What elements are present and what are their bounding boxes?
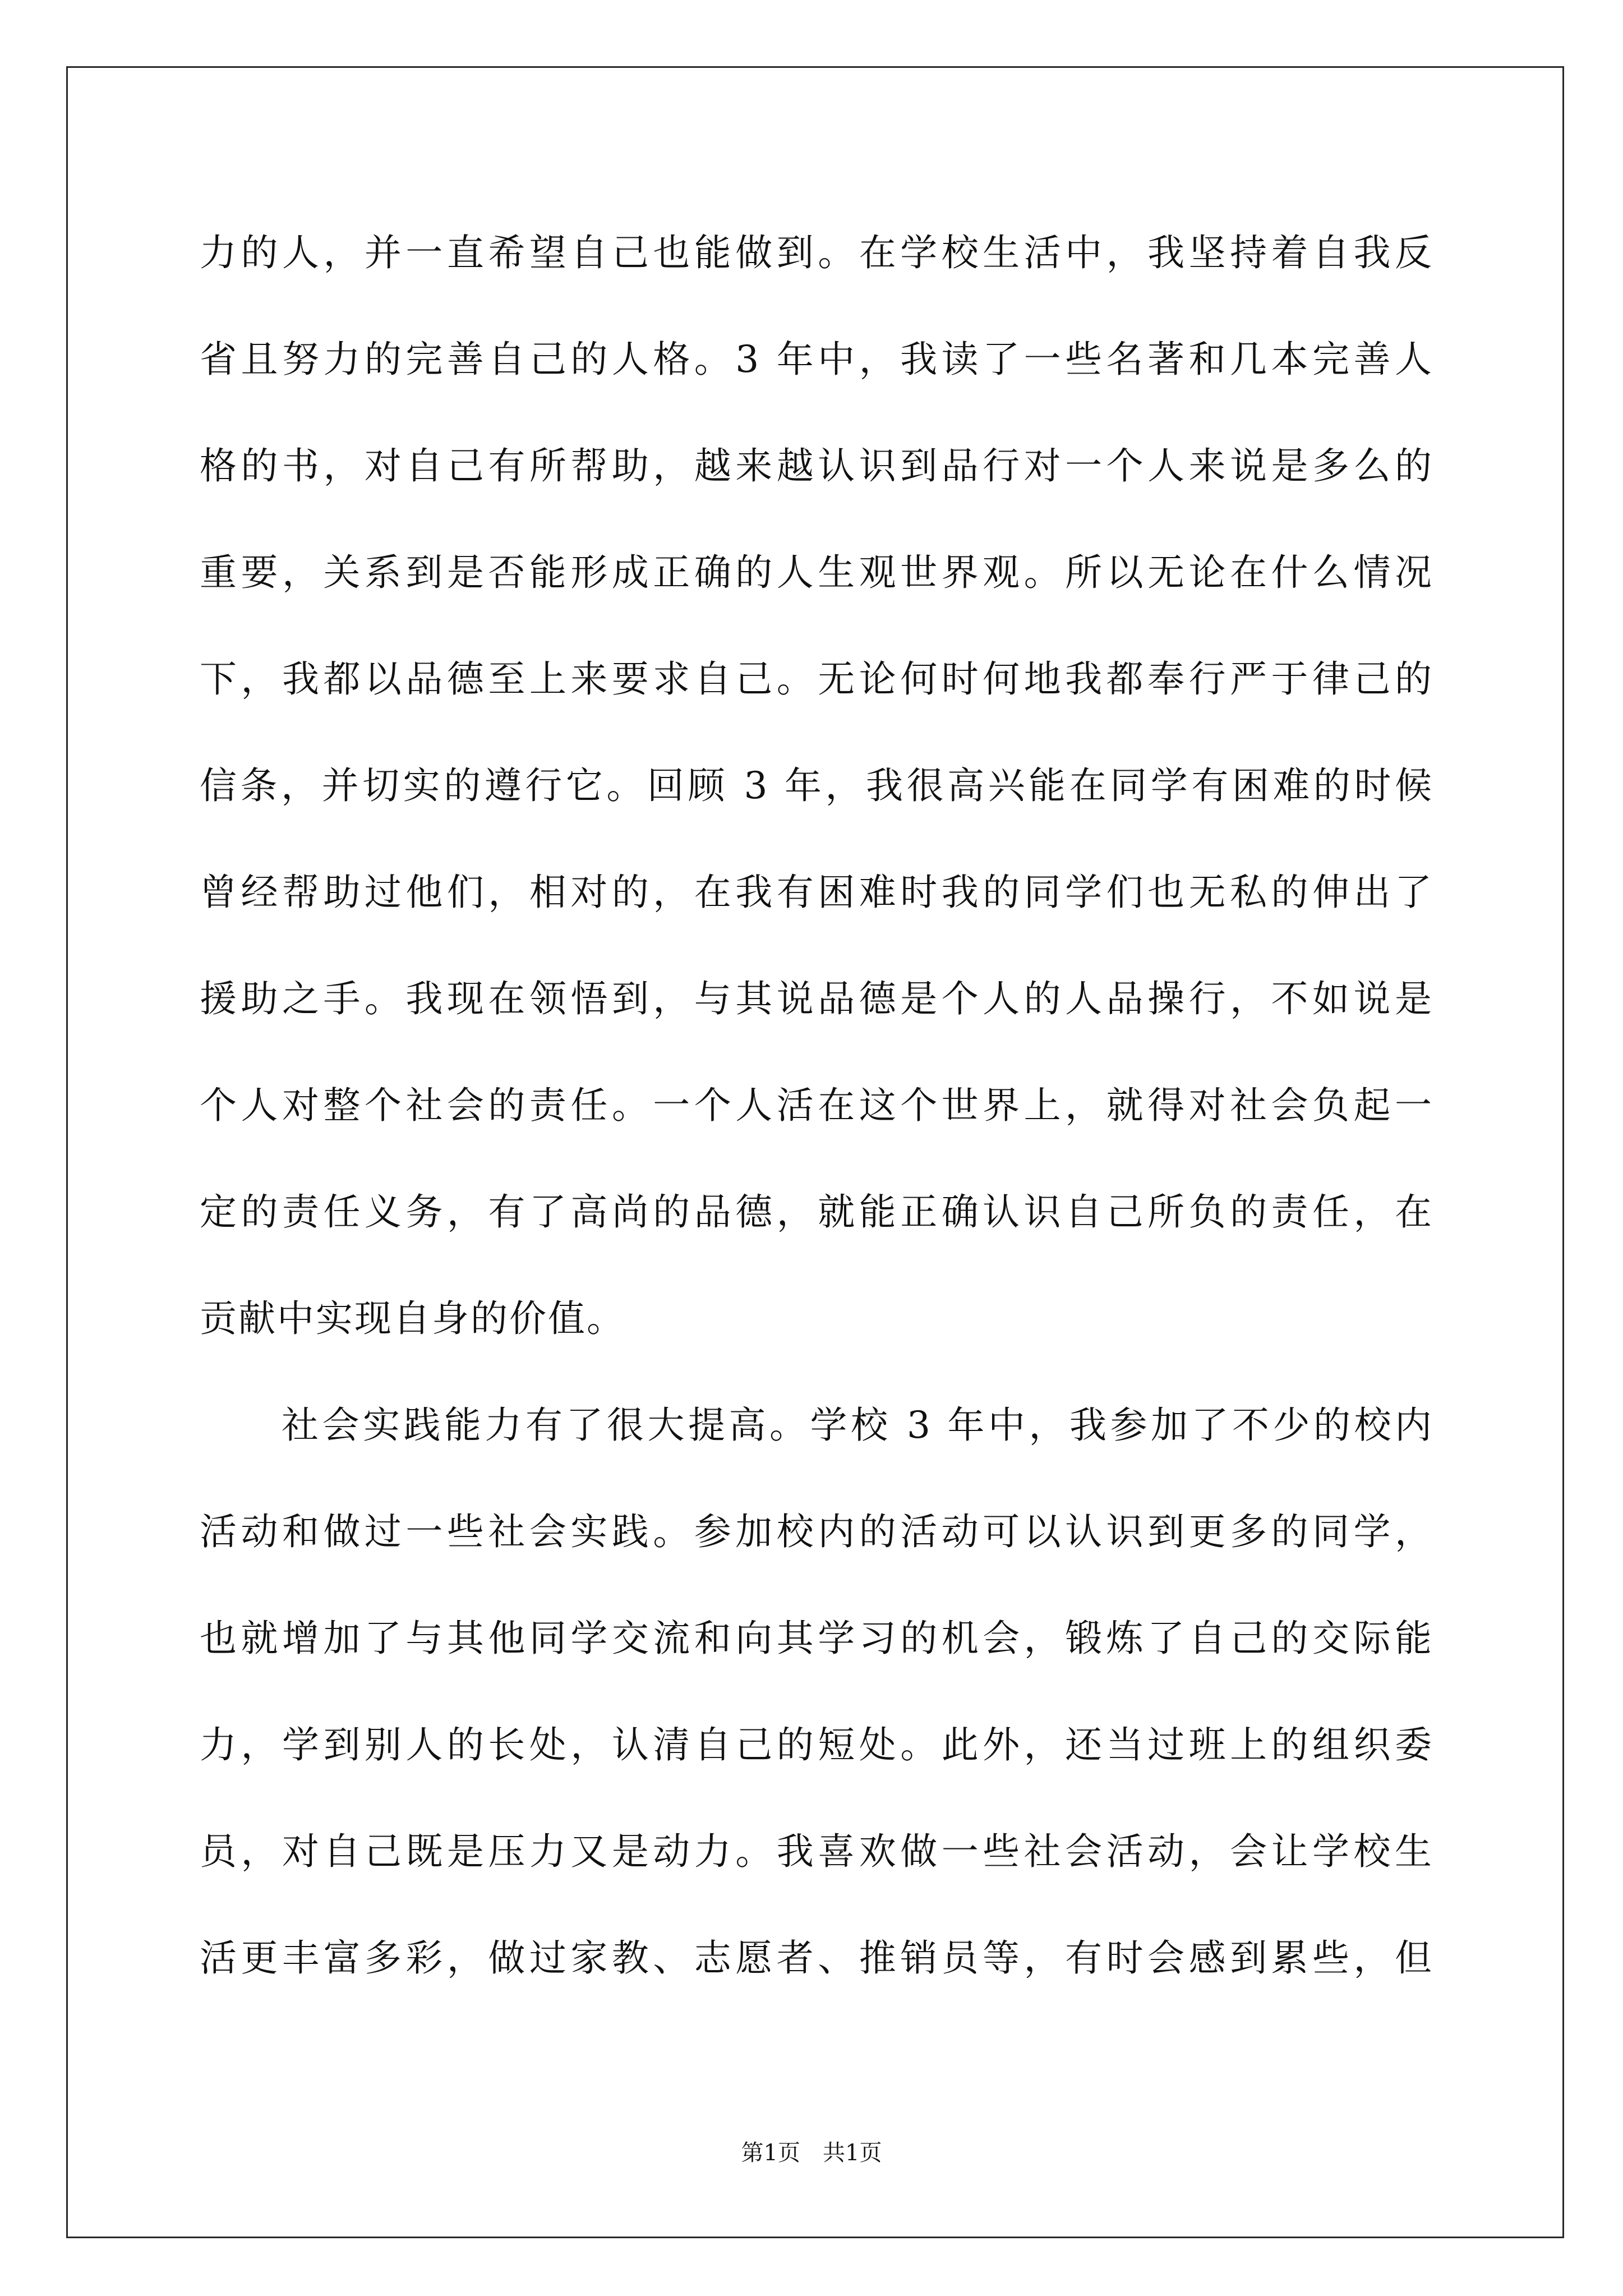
body-line: 援助之手。我现在领悟到，与其说品德是个人的人品操行，不如说是: [200, 977, 1433, 1020]
body-line: 信条，并切实的遵行它。回顾 3 年，我很高兴能在同学有困难的时候: [200, 764, 1433, 807]
body-line: 个人对整个社会的责任。一个人活在这个世界上，就得对社会负起一: [200, 1084, 1433, 1127]
body-line: 力的人，并一直希望自己也能做到。在学校生活中，我坚持着自我反: [200, 231, 1433, 274]
body-line: 活动和做过一些社会实践。参加校内的活动可以认识到更多的同学，: [200, 1510, 1433, 1553]
body-line: 格的书，对自己有所帮助，越来越认识到品行对一个人来说是多么的: [200, 444, 1433, 487]
body-line: 下，我都以品德至上来要求自己。无论何时何地我都奉行严于律己的: [200, 657, 1433, 701]
body-line: 定的责任义务，有了高尚的品德，就能正确认识自己所负的责任，在: [200, 1190, 1433, 1234]
paragraph-end-line: 贡献中实现自身的价值。: [200, 1297, 625, 1340]
body-line: 省且努力的完善自己的人格。3 年中，我读了一些名著和几本完善人: [200, 338, 1433, 381]
body-text: [200, 200, 1433, 2012]
body-line: 活更丰富多彩，做过家教、志愿者、推销员等，有时会感到累些，但: [200, 1936, 1433, 1980]
body-line: 也就增加了与其他同学交流和向其学习的机会，锻炼了自己的交际能: [200, 1617, 1433, 1660]
paragraph-start-line: 社会实践能力有了很大提高。学校 3 年中，我参加了不少的校内: [282, 1404, 1433, 1447]
body-line: 力，学到别人的长处，认清自己的短处。此外，还当过班上的组织委: [200, 1723, 1433, 1766]
body-line: 重要，关系到是否能形成正确的人生观世界观。所以无论在什么情况: [200, 551, 1433, 594]
body-line: 曾经帮助过他们，相对的，在我有困难时我的同学们也无私的伸出了: [200, 871, 1433, 914]
body-line: 员，对自己既是压力又是动力。我喜欢做一些社会活动，会让学校生: [200, 1830, 1433, 1873]
page-number-footer: 第1页 共1页: [741, 2140, 882, 2166]
